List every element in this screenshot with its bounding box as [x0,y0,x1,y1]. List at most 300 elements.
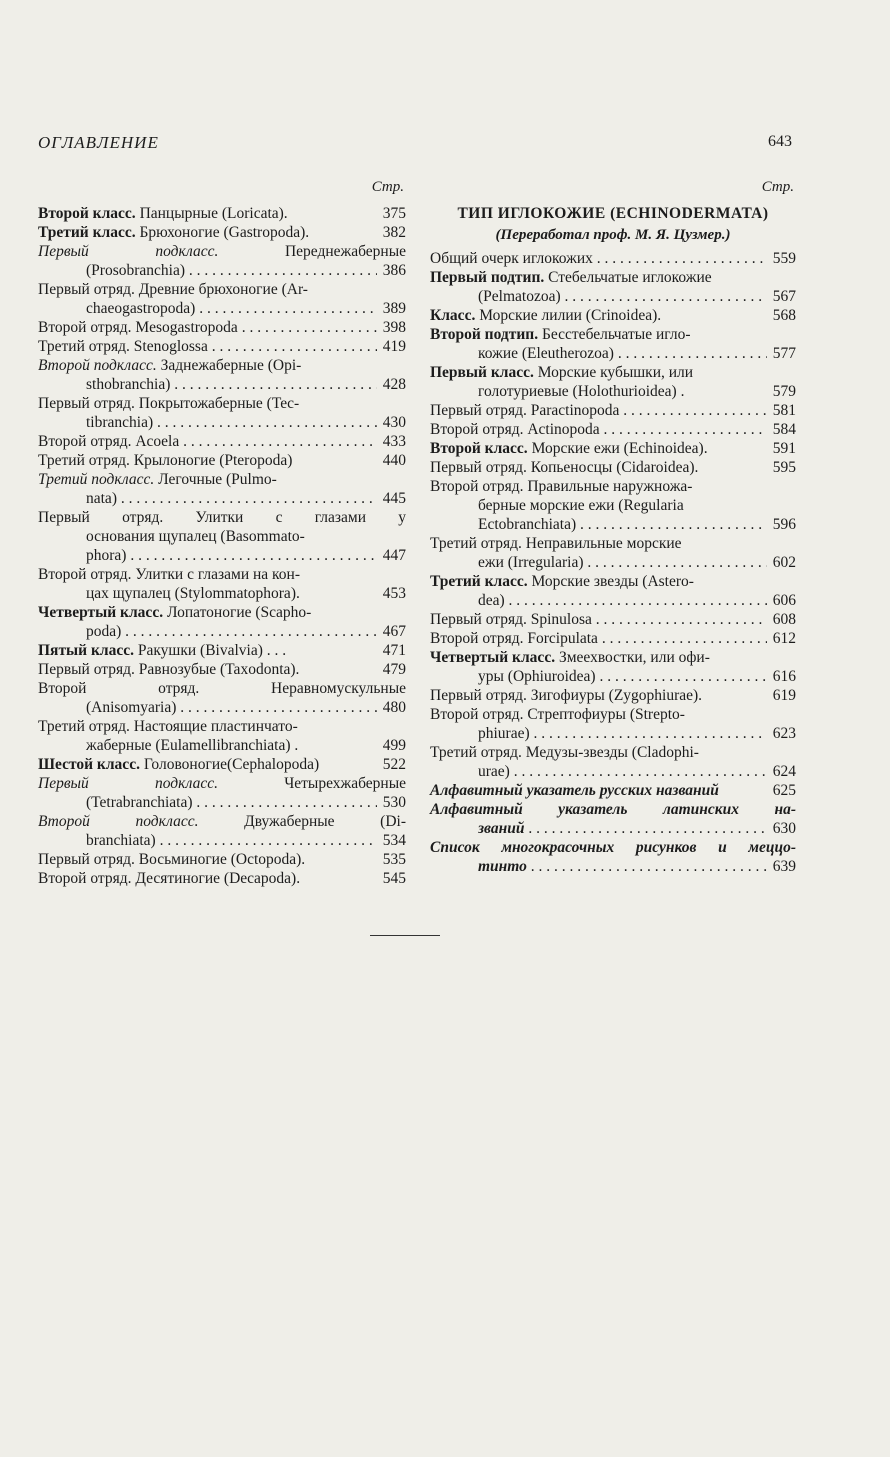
entry-text-part: phora) [86,547,127,564]
subclass-label: Первый подкласс. [38,243,219,260]
toc-entry-text [478,496,796,515]
toc-entry [38,470,406,508]
toc-entry-text [86,261,377,280]
toc-page-number: 625 [772,782,796,799]
toc-entry [38,660,406,679]
toc-page-number: 375 [382,205,406,222]
toc-page-number: 479 [382,661,406,678]
classification-label: Шестой класс. [38,756,140,773]
classification-label: Второй класс. [38,205,136,222]
toc-entry-text [38,774,406,793]
toc-entry-text [430,439,767,458]
entry-text-part: urae) [478,763,510,780]
entry-text-part: sthobranchia) [86,376,171,393]
toc-entry [38,451,406,470]
toc-entry-text [430,268,796,287]
toc-entry [38,755,406,774]
toc-entry-line [430,800,796,819]
toc-entry-text [38,451,377,470]
subclass-label: Второй подкласс. [38,813,199,830]
toc-entry-line [38,660,406,679]
toc-entry-text [86,299,377,318]
toc-entry-text [430,629,767,648]
toc-entry-line [430,401,796,420]
entry-text-part: цах щупалец (Stylommatophora). [86,585,300,602]
toc-list-right [430,249,796,876]
toc-entry-text [38,755,377,774]
toc-entry [430,705,796,743]
toc-entry-text [38,660,377,679]
toc-entry-text [478,591,767,610]
toc-entry-text [430,420,767,439]
toc-entry [430,363,796,401]
toc-entry-text [86,584,377,603]
toc-entry-line [38,774,406,793]
toc-page-number: 630 [772,820,796,837]
toc-entry [430,268,796,306]
toc-entry-line [430,249,796,268]
toc-entry-text [478,857,767,876]
page-column-heading: Стр. [761,179,794,195]
toc-entry-line [38,869,406,888]
toc-entry-line [38,489,406,508]
toc-entry-text [430,458,767,477]
toc-entry-line [38,356,406,375]
toc-entry [38,432,406,451]
toc-page-number: 624 [772,763,796,780]
entry-text-part: (Tetrabranchiata) [86,794,193,811]
entry-text-part: nata) [86,490,117,507]
toc-page-number: 584 [772,421,796,438]
toc-entry-line [430,439,796,458]
toc-page-number: 453 [382,585,406,602]
toc-entry [430,306,796,325]
toc-entry-line [38,736,406,755]
classification-label: Алфавитный указатель латинских на- [430,801,796,818]
classification-label: Первый подтип. [430,269,545,286]
toc-entry [430,477,796,534]
toc-entry [430,439,796,458]
toc-entry-text [430,306,767,325]
toc-entry-text [430,648,796,667]
toc-entry-line [38,432,406,451]
toc-entry-line [38,242,406,261]
toc-entry-text [478,724,767,743]
toc-page-number: 568 [772,307,796,324]
classification-label: Четвертый класс. [430,649,556,666]
toc-entry-text [38,470,406,489]
entry-text-part: Змеехвостки, или офи- [555,649,710,666]
toc-entry-text [478,819,767,838]
entry-text-part: chaeogastropoda) [86,300,196,317]
entry-text-part: Двужаберные (Di- [198,813,406,830]
toc-entry-text [38,508,406,527]
toc-page-number: 389 [382,300,406,317]
classification-label: Второй подтип. [430,326,539,343]
toc-entry-text [86,622,377,641]
entry-text-part: Стебельчатые иглокожие [544,269,712,286]
toc-entry-line [430,591,796,610]
toc-entry-text [430,249,767,268]
toc-entry-text [430,800,796,819]
entry-text-part: Третий отряд. Неправильные морские [430,535,682,552]
entry-text-part: Морские звезды (Astero- [527,573,694,590]
toc-entry-text [38,242,406,261]
toc-page-number: 447 [382,547,406,564]
entry-text-part: Общий очерк иглокожих [430,250,593,267]
toc-entry-line [430,724,796,743]
classification-label: Третий класс. [430,573,528,590]
entry-text-part: Ectobranchiata) [478,516,577,533]
toc-page-number: 608 [772,611,796,628]
toc-page-number: 522 [382,756,406,773]
toc-entry-line [38,641,406,660]
toc-entry-line [430,743,796,762]
toc-entry-line [430,686,796,705]
entry-text-part: Четырехжаберные [218,775,407,792]
toc-entry-line [430,287,796,306]
toc-entry-text [478,287,767,306]
toc-entry-line [38,584,406,603]
entry-text-part: poda) [86,623,122,640]
toc-page-number: 471 [382,642,406,659]
entry-text-part: Морские ежи (Echinoidea). [527,440,708,457]
entry-text-part: уры (Ophiuroidea) [478,668,596,685]
toc-entry [38,318,406,337]
toc-entry-line [38,299,406,318]
toc-page-number: 577 [772,345,796,362]
toc-entry [38,565,406,603]
toc-entry [38,280,406,318]
right-toc-column [430,178,796,876]
toc-entry-line [38,413,406,432]
toc-page-number: 382 [382,224,406,241]
entry-text-part: Лопатоногие (Scapho- [163,604,312,621]
toc-entry [430,743,796,781]
entry-text-part: берные морские ежи (Regularia [478,497,684,514]
toc-entry [430,458,796,477]
entry-text-part: branchiata) [86,832,156,849]
toc-entry [430,838,796,876]
entry-text-part: Головоногие(Cephalopoda) [139,756,320,773]
entry-text-part: Заднежаберные (Opi- [156,357,302,374]
toc-entry [38,223,406,242]
toc-entry-line [38,679,406,698]
toc-entry-line [430,857,796,876]
toc-entry-line [38,565,406,584]
toc-entry [430,325,796,363]
toc-entry [430,610,796,629]
toc-entry-text [430,686,767,705]
page-number: 643 [768,133,792,150]
classification-label: Пятый класс. [38,642,134,659]
toc-entry-line [430,610,796,629]
toc-entry-text [38,280,406,299]
toc-entry-text [86,793,377,812]
toc-page-number: 467 [382,623,406,640]
toc-entry-text [478,344,767,363]
toc-entry-line [38,603,406,622]
entry-text-part: Первый отряд. Улитки с глазами у [38,509,406,526]
entry-text-part: Ракушки (Bivalvia) . . . [133,642,287,659]
entry-text-part: Первый отряд. Покрытожаберные (Tec- [38,395,300,412]
toc-entry [38,812,406,850]
toc-entry-text [38,812,406,831]
entry-text-part: phiurae) [478,725,530,742]
entry-text-part: Второй отряд. Улитки с глазами на кон- [38,566,301,583]
toc-entry-line [38,831,406,850]
entry-text-part: Второй отряд. Acoela [38,433,180,450]
toc-entry-line [430,838,796,857]
toc-entry-text [478,667,767,686]
toc-entry-text [86,546,377,565]
toc-page-number: 398 [382,319,406,336]
toc-entry-text [38,565,406,584]
entry-text-part: Второй отряд. Правильные наружножа- [430,478,693,495]
toc-entry-line [38,394,406,413]
toc-page-number: 499 [382,737,406,754]
toc-page-number: 445 [382,490,406,507]
toc-page-number: 535 [382,851,406,868]
toc-entry [38,242,406,280]
classification-label: Первый класс. [430,364,534,381]
entry-text-part: Третий отряд. Настоящие пластинчато- [38,718,298,735]
toc-entry-text [430,572,796,591]
entry-text-part: Первый отряд. Древние брюхоногие (Ar- [38,281,308,298]
toc-entry [430,648,796,686]
toc-entry [38,679,406,717]
toc-entry [430,686,796,705]
classification-label: Третий класс. [38,224,136,241]
toc-entry-text [430,743,796,762]
toc-entry-line [430,363,796,382]
toc-entry-text [86,698,377,717]
toc-page-number: 386 [382,262,406,279]
entry-text-part: Второй отряд. Mesogastropoda [38,319,238,336]
toc-entry-line [38,223,406,242]
toc-entry-line [38,451,406,470]
toc-page-number: 595 [772,459,796,476]
end-rule [370,935,440,936]
toc-entry-text [86,375,377,394]
entry-text-part: (Pelmatozoa) [478,288,561,305]
toc-entry-line [38,337,406,356]
toc-page-number: 430 [382,414,406,431]
toc-page-number: 433 [382,433,406,450]
toc-entry-text [86,413,377,432]
toc-entry-text [86,831,377,850]
toc-entry-line [430,667,796,686]
toc-entry-text [38,603,406,622]
entry-text-part: Третий отряд. Медузы-звезды (Cladophi- [430,744,699,761]
phylum-author: (Переработал проф. М. Я. Цузмер.) [495,227,731,243]
entry-text-part: Первый отряд. Зигофиуры (Zygophiurae). [430,687,703,704]
toc-entry-line [430,306,796,325]
entry-text-part: Второй отряд. Десятиногие (Decapoda). [38,870,301,887]
classification-label: тинто [478,858,527,875]
toc-page-number: 639 [772,858,796,875]
entry-text-part: Третий отряд. Крылоногие (Pteropoda) [38,452,293,469]
subclass-label: Третий подкласс. [38,471,155,488]
entry-text-part: голотуриевые (Holothurioidea) . [478,383,685,400]
toc-entry [38,394,406,432]
toc-entry-line [430,534,796,553]
toc-entry-text [430,325,796,344]
toc-entry-line [38,204,406,223]
toc-entry-text [38,394,406,413]
toc-entry-text [38,356,406,375]
toc-entry-line [38,850,406,869]
toc-entry [430,629,796,648]
entry-text-part: Первый отряд. Paractinopoda [430,402,620,419]
entry-text-part: Панцырные (Loricata). [135,205,288,222]
toc-entry-line [430,515,796,534]
toc-entry [38,508,406,565]
classification-label: Четвертый класс. [38,604,164,621]
toc-entry-line [38,755,406,774]
toc-entry-text [430,705,796,724]
toc-entry-line [430,553,796,572]
entry-text-part: Третий отряд. Stenoglossa [38,338,208,355]
entry-text-part: (Prosobranchia) [86,262,185,279]
toc-entry-line [430,705,796,724]
classification-label: званий [478,820,525,837]
entry-text-part: Морские лилии (Crinoidea). [475,307,662,324]
toc-entry-text [38,850,377,869]
toc-entry-line [38,527,406,546]
entry-text-part: tibranchia) [86,414,154,431]
entry-text-part: Брюхоногие (Gastropoda). [135,224,310,241]
toc-entry-line [430,819,796,838]
entry-text-part: Второй отряд. Неравномускульные [38,680,406,697]
toc-entry-text [430,477,796,496]
toc-entry-text [38,641,377,660]
entry-text-part: Второй отряд. Стрептофиуры (Strepto- [430,706,685,723]
toc-entry-text [478,762,767,781]
toc-entry-line [430,781,796,800]
toc-page-number: 579 [772,383,796,400]
toc-entry-text [38,717,406,736]
toc-entry [430,249,796,268]
toc-entry-line [430,648,796,667]
toc-entry-line [38,793,406,812]
toc-entry-line [430,268,796,287]
toc-entry-line [430,458,796,477]
classification-label: Второй класс. [430,440,528,457]
toc-entry-line [38,318,406,337]
toc-entry-line [38,546,406,565]
toc-entry-line [38,698,406,717]
toc-page-number: 480 [382,699,406,716]
entry-text-part: Переднежаберные [218,243,406,260]
entry-text-part: Первый отряд. Равнозубые (Taxodonta). [38,661,300,678]
left-toc-column [38,178,406,888]
toc-page-number: 619 [772,687,796,704]
toc-entry-text [478,515,767,534]
toc-page-number: 440 [382,452,406,469]
entry-text-part: Первый отряд. Spinulosa [430,611,592,628]
toc-page-number: 623 [772,725,796,742]
entry-text-part: Второй отряд. Actinopoda [430,421,600,438]
toc-entry-text [86,489,377,508]
toc-entry-line [430,572,796,591]
toc-page-number: 606 [772,592,796,609]
toc-entry-text [430,534,796,553]
toc-entry-text [38,679,406,698]
running-header-title: ОГЛАВЛЕНИЕ [38,133,159,152]
toc-entry [38,717,406,755]
toc-entry [38,356,406,394]
entry-text-part: Первый отряд. Копьеносцы (Cidaroidea). [430,459,699,476]
toc-entry-line [430,420,796,439]
toc-page-number: 530 [382,794,406,811]
subclass-label: Первый подкласс. [38,775,219,792]
toc-entry-line [38,717,406,736]
toc-entry-line [430,344,796,363]
toc-entry-line [430,325,796,344]
toc-entry [38,641,406,660]
toc-entry-text [86,736,377,755]
toc-entry-text [38,223,377,242]
toc-entry-line [430,629,796,648]
toc-entry-text [430,363,796,382]
toc-entry-line [430,496,796,515]
toc-entry-text [430,838,796,857]
toc-entry-text [38,204,377,223]
toc-page-number: 534 [382,832,406,849]
toc-page-number: 419 [382,338,406,355]
subclass-label: Второй подкласс. [38,357,157,374]
toc-page-number: 428 [382,376,406,393]
entry-text-part: Морские кубышки, или [533,364,694,381]
toc-entry-text [430,401,767,420]
toc-entry [38,337,406,356]
toc-entry [38,869,406,888]
toc-page-number: 602 [772,554,796,571]
toc-entry [430,781,796,800]
toc-entry-line [38,622,406,641]
entry-text-part: Бесстебельчатые игло- [538,326,691,343]
toc-page-number: 616 [772,668,796,685]
entry-text-part: Первый отряд. Восьминогие (Octopoda). [38,851,306,868]
entry-text-part: Легочные (Pulmo- [154,471,277,488]
toc-page-number: 567 [772,288,796,305]
entry-text-part: основания щупалец (Basommato- [86,528,305,545]
toc-entry [430,800,796,838]
toc-page-number: 545 [382,870,406,887]
toc-entry-line [38,812,406,831]
toc-entry-text [38,432,377,451]
toc-page-number: 559 [772,250,796,267]
entry-text-part: Второй отряд. Forcipulata [430,630,598,647]
entry-text-part: ежи (Irregularia) [478,554,584,571]
toc-entry [38,603,406,641]
toc-entry-line [38,375,406,394]
toc-list-left [38,204,406,888]
toc-entry [38,774,406,812]
toc-entry [430,534,796,572]
toc-page-number: 581 [772,402,796,419]
toc-entry [430,572,796,610]
toc-entry [430,420,796,439]
entry-text-part: жаберные (Eulamellibranchiata) . [86,737,299,754]
classification-label: Алфавитный указатель русских названий [430,782,719,799]
page-column-heading: Стр. [371,179,404,195]
toc-entry-line [38,470,406,489]
entry-text-part: (Anisomyaria) [86,699,177,716]
toc-entry-text [430,610,767,629]
toc-entry-line [38,261,406,280]
